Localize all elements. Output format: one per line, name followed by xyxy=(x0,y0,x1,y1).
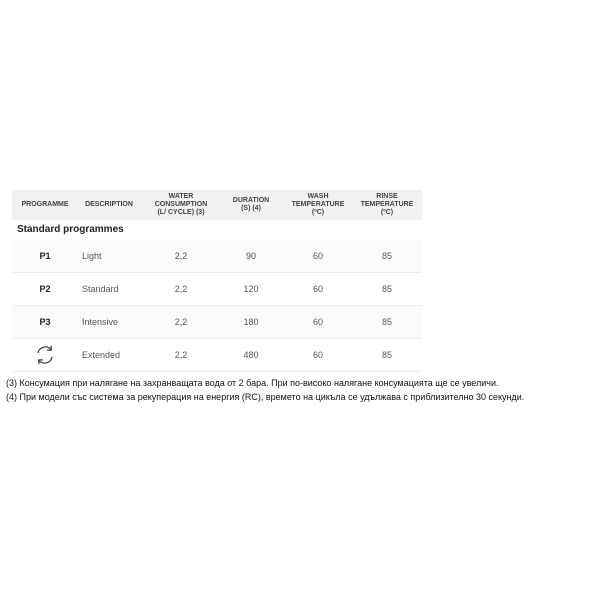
duration: 480 xyxy=(243,350,259,360)
table-row xyxy=(12,339,422,372)
wash-temperature: 60 xyxy=(312,317,323,327)
header-rinse-temperature: RINSE TEMPERATURE (ºC) xyxy=(360,193,414,216)
duration: 180 xyxy=(243,317,259,327)
header-programme: PROGRAMME xyxy=(21,201,69,208)
programmes-table xyxy=(12,190,422,372)
cycle-arrows-icon xyxy=(33,343,57,367)
programme-description: Extended xyxy=(82,350,121,360)
programme-description: Intensive xyxy=(82,317,119,327)
footnote-3: (3) Консумация при налягане на захранващата вода от 2 бара. При по-високо налягане консумацията ще се увеличи. xyxy=(6,378,499,388)
programme-description: Standard xyxy=(82,284,119,294)
header-duration: DURATION (S) (4) xyxy=(232,197,270,212)
header-wash-temperature: WASH TEMPERATURE (ºC) xyxy=(291,193,345,216)
table-row xyxy=(12,273,422,306)
table-header xyxy=(12,190,422,220)
footnote-4: (4) При модели със система за рекуперация на енергия (RC), времето на цикъла се удължава с приблизително 30 секунди. xyxy=(6,392,525,402)
water-consumption: 2,2 xyxy=(174,284,188,294)
table-row xyxy=(12,306,422,339)
programme-code: P2 xyxy=(39,284,51,294)
wash-temperature: 60 xyxy=(312,251,323,261)
header-description: DESCRIPTION xyxy=(85,201,133,208)
rinse-temperature: 85 xyxy=(381,284,392,294)
rinse-temperature: 85 xyxy=(381,251,392,261)
programme-code: P1 xyxy=(39,251,51,261)
programme-description: Light xyxy=(82,251,102,261)
footnotes xyxy=(6,376,596,404)
table-row xyxy=(12,240,422,273)
duration: 120 xyxy=(243,284,259,294)
water-consumption: 2,2 xyxy=(174,251,188,261)
section-title: Standard programmes xyxy=(17,224,124,235)
header-water-consumption: WATER CONSUMPTION (L/ CYCLE) (3) xyxy=(154,193,208,216)
wash-temperature: 60 xyxy=(312,350,323,360)
wash-temperature: 60 xyxy=(312,284,323,294)
water-consumption: 2,2 xyxy=(174,350,188,360)
duration: 90 xyxy=(245,251,256,261)
water-consumption: 2,2 xyxy=(174,317,188,327)
programme-code: P3 xyxy=(39,317,51,327)
rinse-temperature: 85 xyxy=(381,317,392,327)
table-body xyxy=(12,240,422,372)
rinse-temperature: 85 xyxy=(381,350,392,360)
